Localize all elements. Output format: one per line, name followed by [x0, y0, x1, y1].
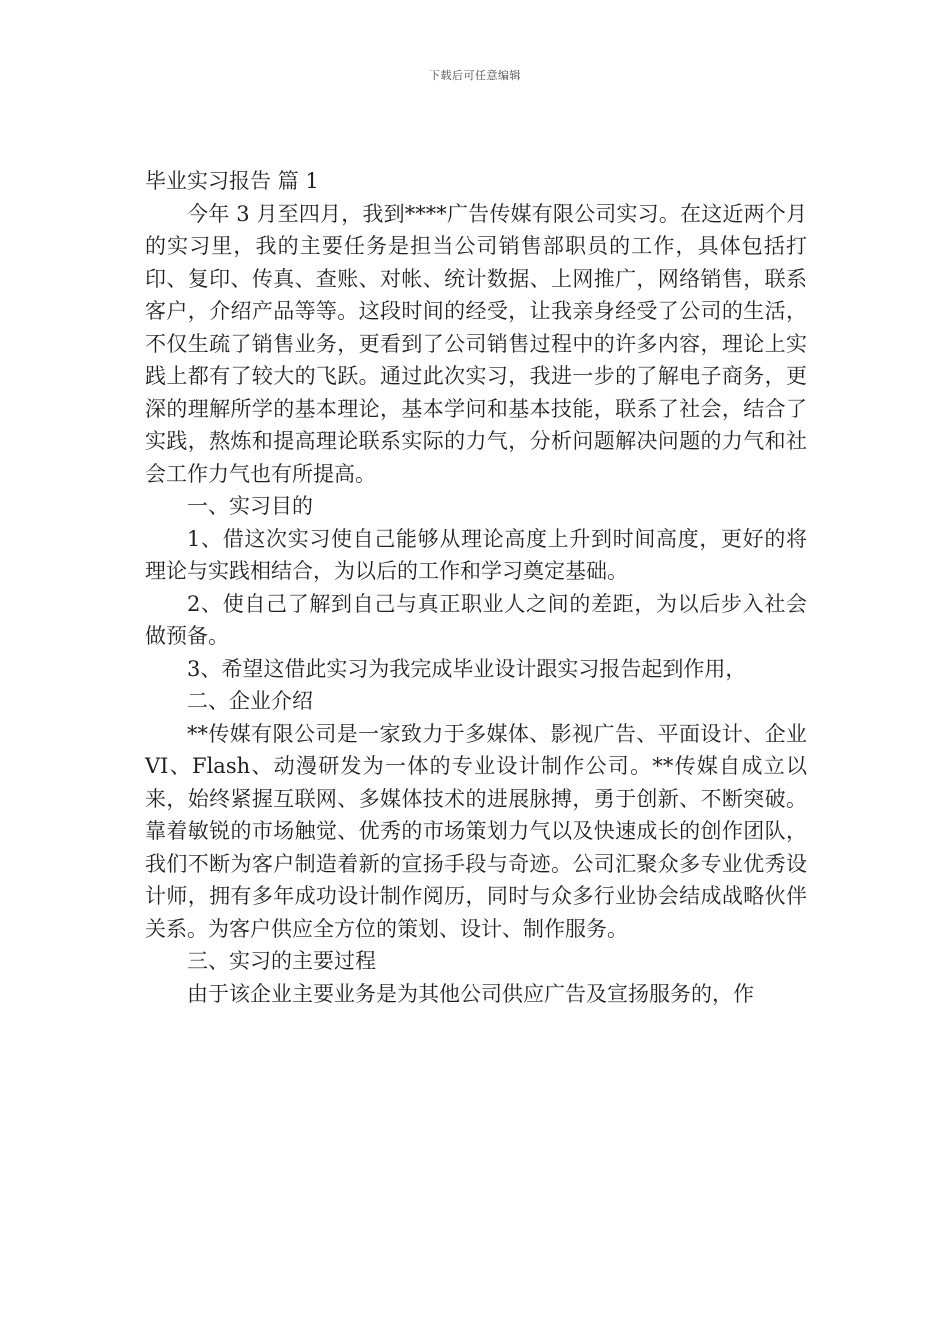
document-body — [145, 165, 807, 1010]
paragraph-company: **传媒有限公司是一家致力于多媒体、影视广告、平面设计、企业 VI、Flash、动漫研发为一体的专业设计制作公司。**传媒自成立以来，始终紧握互联网、多媒体技术的进展脉搏，勇于创新、不断突破。靠着敏锐的市场触觉、优秀的市场策划力气以及快速成长的创作团队，我们不断为客户制造着新的宣扬手段与奇迹。公司汇聚众多专业优秀设计师，拥有多年成功设计制作阅历，同时与众多行业协会结成战略伙伴关系。为客户供应全方位的策划、设计、制作服务。 — [145, 721, 807, 941]
paragraph-purpose-2: 2、使自己了解到自己与真正职业人之间的差距，为以后步入社会做预备。 — [145, 591, 807, 648]
header-note: 下载后可任意编辑 — [429, 69, 521, 82]
paragraph-process: 由于该企业主要业务是为其他公司供应广告及宣扬服务的，作 — [187, 981, 754, 1006]
document-title: 毕业实习报告 篇 1 — [145, 169, 319, 193]
paragraph-purpose-3: 3、希望这借此实习为我完成毕业设计跟实习报告起到作用， — [187, 656, 747, 681]
section-heading-process: 三、实习的主要过程 — [187, 949, 376, 973]
paragraph-purpose-1: 1、借这次实习使自己能够从理论高度上升到时间高度，更好的将理论与实践相结合，为以后的工作和学习奠定基础。 — [145, 526, 807, 583]
section-heading-purpose: 一、实习目的 — [187, 494, 313, 518]
paragraph-intro: 今年 3 月至四月，我到****广告传媒有限公司实习。在这近两个月的实习里，我的主要任务是担当公司销售部职员的工作，具体包括打印、复印、传真、查账、对帐、统计数据、上网推广，网络销售，联系客户，介绍产品等等。这段时间的经受，让我亲身经受了公司的生活，不仅生疏了销售业务，更看到了公司销售过程中的许多内容，理论上实践上都有了较大的飞跃。通过此次实习，我进一步的了解电子商务，更深的理解所学的基本理论，基本学问和基本技能，联系了社会，结合了实践，熬炼和提高理论联系实际的力气，分析问题解决问题的力气和社会工作力气也有所提高。 — [145, 201, 807, 486]
section-heading-company: 二、企业介绍 — [187, 689, 313, 713]
